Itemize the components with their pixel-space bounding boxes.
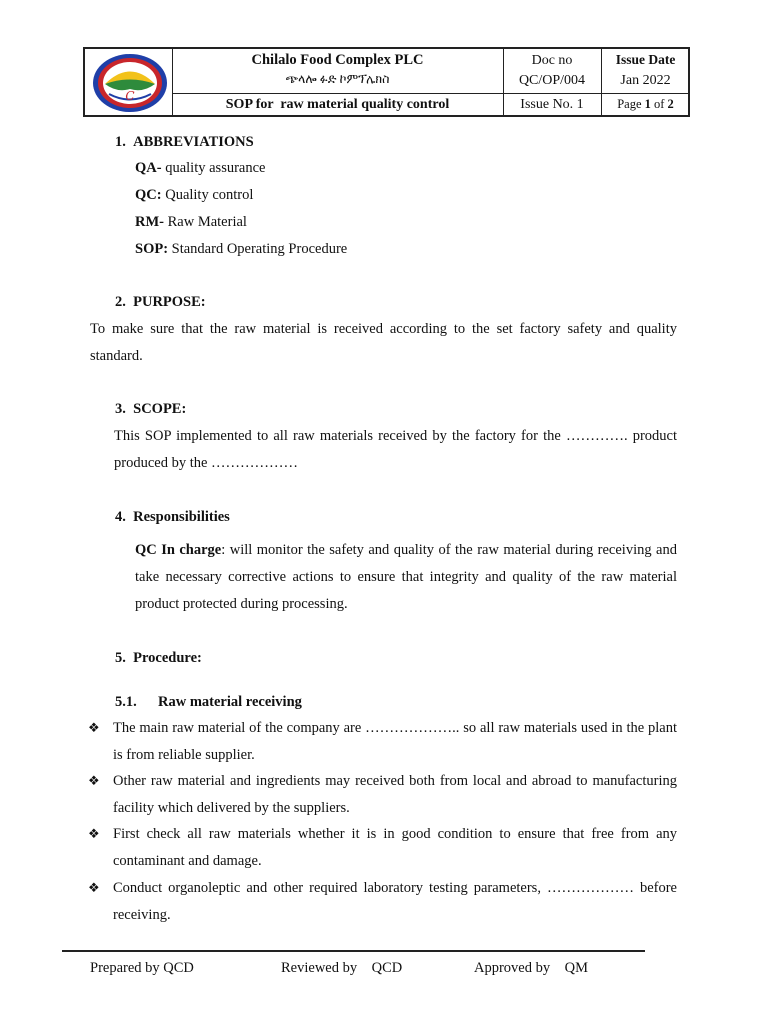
doc-no-value: QC/OP/004: [518, 73, 586, 88]
footer-divider: [62, 950, 645, 952]
diamond-bullet-icon: ❖: [88, 880, 100, 895]
company-logo: [91, 53, 169, 113]
purpose-text: To make sure that the raw material is received according to the set factory safety and quality standard.: [90, 321, 677, 364]
list-item: Other raw material and ingredients may received both from local and abroad to manufacturing facility which delivered by the suppliers.: [113, 773, 677, 816]
responsibilities-text: QC In charge: will monitor the safety and quality of the raw material during receiving and take necessary corrective actions to ensure that integrity and quality of the raw material product protected during processing.: [135, 542, 677, 612]
section-heading-procedure: 5. Procedure:: [115, 650, 202, 666]
abbreviation-item: SOP: Standard Operating Procedure: [135, 241, 348, 257]
document-header-table: [83, 47, 690, 117]
section-heading-responsibilities: 4. Responsibilities: [115, 509, 230, 525]
section-heading-scope: 3. SCOPE:: [115, 401, 187, 417]
footer-prepared-by: Prepared by QCD: [90, 960, 194, 976]
doc-no-label: Doc no: [531, 53, 573, 68]
diamond-bullet-icon: ❖: [88, 826, 100, 841]
abbreviation-item: QC: Quality control: [135, 187, 254, 203]
section-heading-purpose: 2. PURPOSE:: [115, 294, 206, 310]
subsection-number: 5.1.: [115, 694, 137, 710]
list-item: Conduct organoleptic and other required laboratory testing parameters, ……………… before receiving.: [113, 880, 677, 923]
section-heading-abbreviations: 1. ABBREVIATIONS: [115, 134, 254, 150]
list-item: The main raw material of the company are ……………….. so all raw materials used in the plant is from reliable supplier.: [113, 720, 677, 763]
abbreviation-item: RM- Raw Material: [135, 214, 247, 230]
diamond-bullet-icon: ❖: [88, 720, 100, 735]
subsection-heading: Raw material receiving: [158, 694, 302, 710]
diamond-bullet-icon: ❖: [88, 773, 100, 788]
company-name-amharic: ጭላሎ ፉድ ኮምፕሌክስ: [285, 72, 390, 86]
footer-approved-by: Approved by QM: [474, 960, 588, 976]
company-name: Chilalo Food Complex PLC: [251, 52, 424, 68]
abbreviation-item: QA- quality assurance: [135, 160, 266, 176]
scope-text: This SOP implemented to all raw materials received by the factory for the …………. product produced by the ………………: [114, 428, 677, 471]
sop-title: SOP for raw material quality control: [225, 97, 450, 112]
issue-date-label: Issue Date: [615, 52, 676, 67]
issue-date-value: Jan 2022: [620, 73, 671, 88]
list-item: First check all raw materials whether it is in good condition to ensure that free from any contaminant and damage.: [113, 826, 677, 869]
issue-number: Issue No. 1: [520, 97, 584, 112]
svg-text:C: C: [125, 89, 135, 103]
footer-reviewed-by: Reviewed by QCD: [281, 960, 403, 976]
page-indicator: Page 1 of 2: [617, 97, 674, 111]
